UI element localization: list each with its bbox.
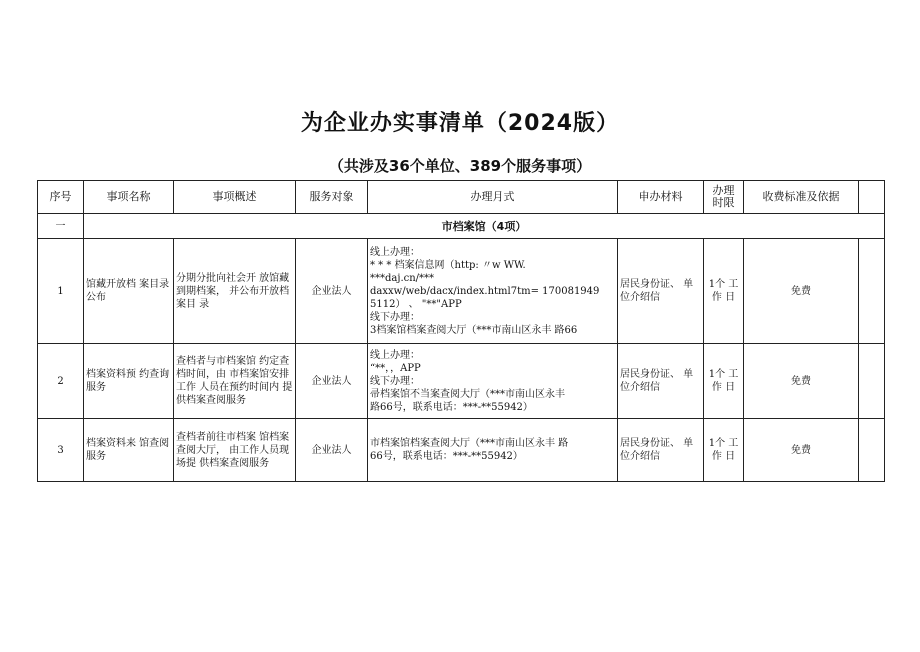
method-line: 市档案馆档案查阅大厅（***市南山区永丰 路 [370,438,569,449]
method-line: 66号，联系电话：***-**55942） [370,451,523,462]
row-extra [859,419,885,482]
row-time-limit: 1个 工 作 日 [704,239,744,344]
row-number: 1 [38,239,84,344]
row-item-name: 馆藏开放档 案目录公布 [84,239,174,344]
row-service-target: 企业法人 [296,344,368,419]
header-item-name: 事项名称 [84,181,174,214]
header-service-target: 服务对象 [296,181,368,214]
row-number: 3 [38,419,84,482]
row-materials: 居民身份证、 单位介绍信 [618,239,704,344]
section-row [38,214,885,239]
method-line: 3档案馆档案查阅大厅（***市南山区永丰 路66 [370,324,578,336]
header-fee: 收费标准及依据 [744,181,859,214]
page-lower-blank [37,482,884,652]
header-method: 办理月式 [368,181,618,214]
row-fee: 免费 [744,344,859,419]
row-materials: 居民身份证、 单位介绍信 [618,344,704,419]
row-materials: 居民身份证、 单位介绍信 [618,419,704,482]
page-subtitle: （共涉及36个单位、389个服务事项） [328,157,592,175]
header-materials: 申办材料 [618,181,704,214]
row-time-limit: 1个 工 作 日 [704,344,744,419]
row-extra [859,344,885,419]
method-line: “**，，APP [370,362,421,374]
method-line: 路66号，联系电话：***-**55942） [370,401,533,413]
method-line: 5112） 、 "**"APP [370,298,462,310]
row-fee: 免费 [744,239,859,344]
page-title: 为企业办实事清单（2024版） [300,111,620,136]
section-number: 一 [38,214,84,239]
method-line: 线下办理： [370,311,420,323]
header-number: 序号 [38,181,84,214]
header-time-limit [704,181,744,214]
header-time-limit-text: 办理 时限 [712,184,735,209]
method-line: ***daj.cn/*** [370,272,435,284]
row-item-summary: 查档者前往市档案 馆档案查阅大厅， 由工作人员现场提 供档案查阅服务 [174,419,296,482]
header-extra [859,181,885,214]
row-method [368,239,618,344]
row-extra [859,239,885,344]
method-line: 帚档案馆不当案查阅大厅（***市南山区永丰 [370,388,565,400]
table-row [38,239,885,344]
row-time-limit: 1个 工 作 日 [704,419,744,482]
row-method [368,344,618,419]
method-line: 线上办理： [370,246,420,258]
row-number: 2 [38,344,84,419]
row-service-target: 企业法人 [296,239,368,344]
row-service-target: 企业法人 [296,419,368,482]
row-item-summary: 分期分批向社会开 放馆藏到期档案， 并公布开放档案目 录 [174,239,296,344]
row-item-name: 档案资料预 约查询服务 [84,344,174,419]
method-line: * * * 档案信息网（http: 〃w WW. [370,259,526,271]
method-line: 线下办理： [370,375,420,387]
row-item-summary: 查档者与市档案馆 约定查档时间，由 市档案馆安排工作 人员在预约时间内 提供档案查阅服务 [174,344,296,419]
table-row [38,419,885,482]
header-item-summary: 事项概述 [174,181,296,214]
row-item-name: 档案资料来 馆查阅服务 [84,419,174,482]
row-method [368,419,618,482]
table-row [38,344,885,419]
row-fee: 免费 [744,419,859,482]
method-line: daxxw/web/dacx/index.html7tm= 170081949 [370,285,600,297]
section-name: 市档案馆（4项） [84,214,885,239]
header-row [38,181,885,214]
service-table [37,180,885,482]
method-line: 线上办理： [370,349,420,361]
